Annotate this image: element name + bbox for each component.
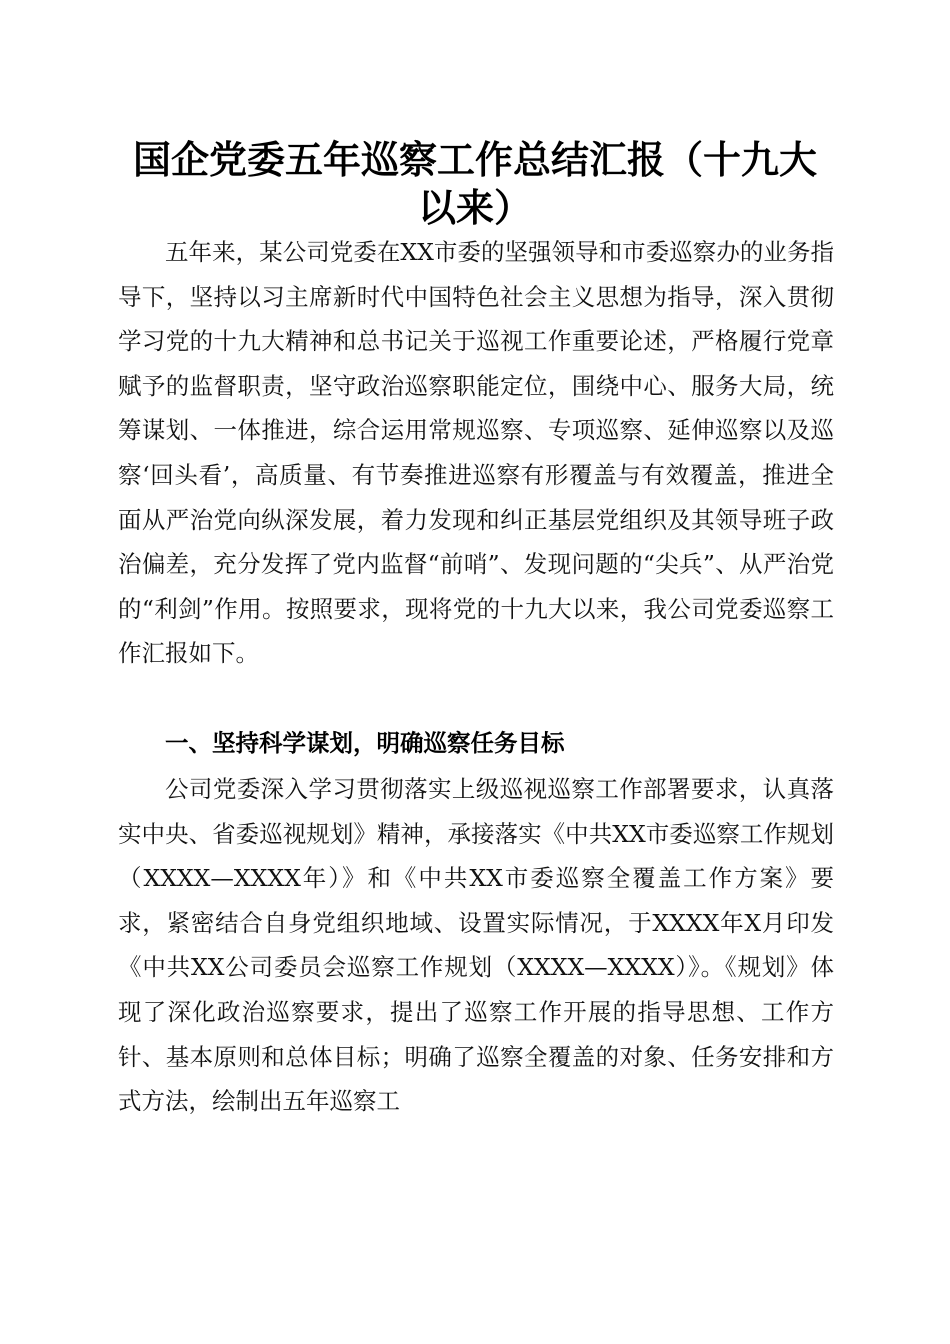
section-1-paragraph: 公司党委深入学习贯彻落实上级巡视巡察工作部署要求，认真落实中央、省委巡视规划》精神，承接落实《中共XX市委巡察工作规划（XXXX—XXXX年）》和《中共XX市委巡察全覆盖工作方案》要求，紧密结合自身党组织地域、设置实际情况，于XXXX年X月印发《中共XX公司委员会巡察工作规划（XXXX—XXXX）》。《规划》体现了深化政治巡察要求，提出了巡察工作开展的指导思想、工作方针、基本原则和总体目标；明确了巡察全覆盖的对象、任务安排和方式方法，绘制出五年巡察工 [118,775,834,1116]
document-title: 国企党委五年巡察工作总结汇报（十九大以来） [132,137,817,230]
intro-paragraph: 五年来，某公司党委在XX市委的坚强领导和市委巡察办的业务指导下，坚持以习主席新时代中国特色社会主义思想为指导，深入贯彻学习党的十九大精神和总书记关于巡视工作重要论述，严格履行党章赋予的监督职责，坚守政治巡察职能定位，围绕中心、服务大局，统筹谋划、一体推进，综合运用常规巡察、专项巡察、延伸巡察以及巡察‘回头看’，高质量、有节奏推进巡察有形覆盖与有效覆盖，推进全面从严治党向纵深发展，着力发现和纠正基层党组织及其领导班子政治偏差，充分发挥了党内监督“前哨”、发现问题的“尖兵”、从严治党的“利剑”作用。按照要求，现将党的十九大以来，我公司党委巡察工作汇报如下。 [118,238,834,668]
section-heading-1: 一、坚持科学谋划，明确巡察任务目标 [165,729,565,757]
